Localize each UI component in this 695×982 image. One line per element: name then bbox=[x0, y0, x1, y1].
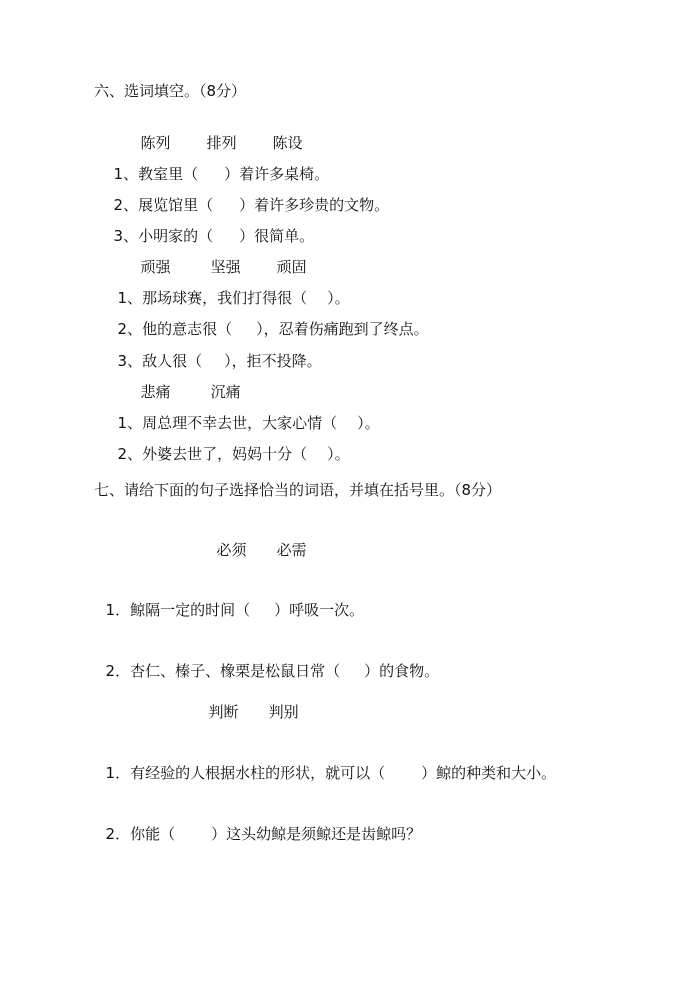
word-option: 判别 bbox=[268, 703, 299, 721]
section-6-heading: 六、选词填空。（8分） bbox=[94, 82, 247, 100]
question-number: 1． bbox=[105, 764, 131, 782]
question-text: 他的意志很（ bbox=[142, 320, 233, 338]
question-number: 2． bbox=[105, 662, 131, 680]
question-number: 2、 bbox=[113, 196, 139, 214]
question-text: 那场球赛，我们打得很（ bbox=[142, 289, 308, 307]
word-option: 悲痛 bbox=[140, 383, 171, 401]
question-7-1-1 bbox=[96, 580, 364, 620]
question-text: 敌人很（ bbox=[142, 352, 203, 370]
question-text: ），拒不投降。 bbox=[224, 352, 322, 370]
question-text: 外婆去世了，妈妈十分（ bbox=[142, 445, 308, 463]
question-text: 教室里（ bbox=[138, 165, 199, 183]
question-number: 2、 bbox=[117, 445, 143, 463]
question-text: ）着许多珍贵的文物。 bbox=[239, 196, 390, 214]
question-text: 小明家的（ bbox=[138, 227, 214, 245]
question-text: 你能（ bbox=[130, 825, 176, 843]
question-text: ）很简单。 bbox=[239, 227, 315, 245]
question-text: ）这头幼鲸是须鲸还是齿鲸吗？ bbox=[211, 825, 422, 843]
word-option: 顽强 bbox=[140, 258, 171, 276]
question-number: 1、 bbox=[117, 289, 143, 307]
section-7-heading: 七、请给下面的句子选择恰当的词语，并填在括号里。（8分） bbox=[94, 481, 502, 499]
question-text: ）鲸的种类和大小。 bbox=[421, 764, 557, 782]
question-number: 1． bbox=[105, 601, 131, 619]
question-text: ）着许多桌椅。 bbox=[224, 165, 330, 183]
question-7-2-2 bbox=[96, 804, 421, 844]
word-bank-5 bbox=[199, 682, 299, 722]
question-text: ）。 bbox=[357, 414, 380, 432]
word-option: 沉痛 bbox=[210, 383, 241, 401]
question-text: 杏仁、榛子、橡栗是松鼠日常（ bbox=[130, 662, 341, 680]
word-bank-4 bbox=[207, 520, 307, 560]
question-7-2-1 bbox=[96, 743, 556, 783]
word-option: 必须 bbox=[216, 541, 247, 559]
question-6-3-2 bbox=[108, 424, 350, 464]
question-number: 2、 bbox=[117, 320, 143, 338]
word-option: 陈列 bbox=[140, 134, 171, 152]
word-option: 坚强 bbox=[210, 258, 241, 276]
question-text: 鲸隔一定的时间（ bbox=[130, 601, 251, 619]
word-option: 必需 bbox=[276, 541, 307, 559]
question-number: 1、 bbox=[113, 165, 139, 183]
word-option: 排列 bbox=[206, 134, 237, 152]
word-option: 判断 bbox=[208, 703, 239, 721]
question-text: ）。 bbox=[327, 289, 350, 307]
question-number: 3、 bbox=[117, 352, 143, 370]
question-text: 有经验的人根据水柱的形状，就可以（ bbox=[130, 764, 386, 782]
question-number: 3、 bbox=[113, 227, 139, 245]
question-text: ），忍着伤痛跑到了终点。 bbox=[256, 320, 429, 338]
question-7-1-2 bbox=[96, 641, 439, 681]
question-text: ）的食物。 bbox=[364, 662, 440, 680]
question-number: 1、 bbox=[117, 414, 143, 432]
word-option: 陈设 bbox=[272, 134, 303, 152]
word-option: 顽固 bbox=[276, 258, 307, 276]
question-number: 2． bbox=[105, 825, 131, 843]
question-text: 周总理不幸去世，大家心情（ bbox=[142, 414, 338, 432]
question-text: ）呼吸一次。 bbox=[274, 601, 365, 619]
question-text: 展览馆里（ bbox=[138, 196, 214, 214]
question-text: ）。 bbox=[327, 445, 350, 463]
